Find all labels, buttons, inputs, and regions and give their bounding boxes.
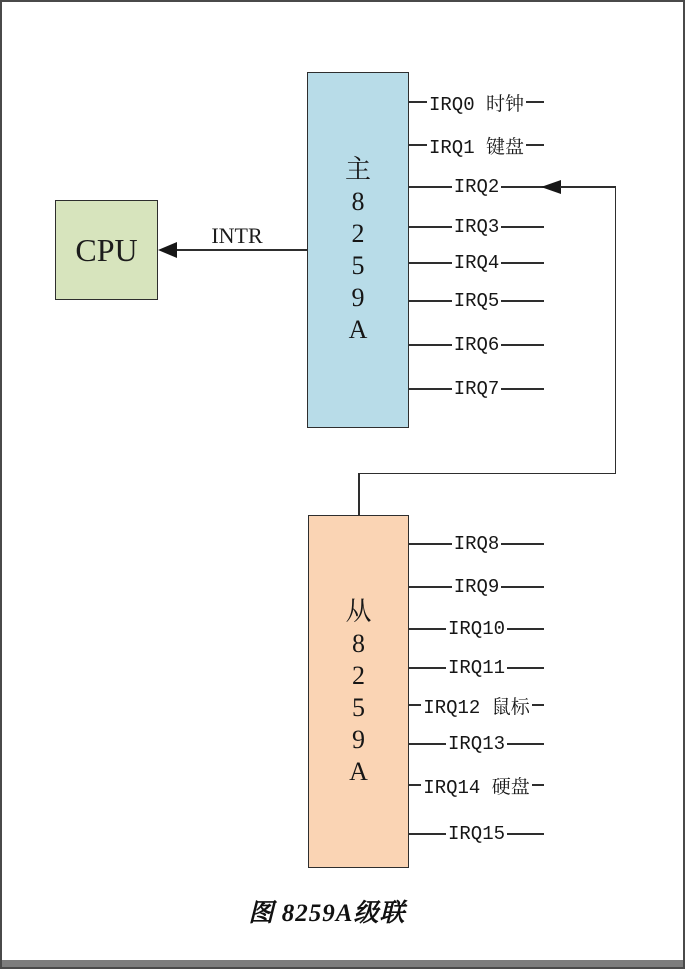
intr-arrowhead-icon xyxy=(158,242,177,258)
irq5-label: IRQ5 xyxy=(453,290,500,312)
master-8259a-name xyxy=(345,154,371,346)
line-segment xyxy=(507,833,544,835)
slave-name-char: 从 xyxy=(345,596,372,626)
irq10-label: IRQ10 xyxy=(448,618,506,640)
line-segment xyxy=(501,262,544,264)
irq2-row xyxy=(409,176,544,198)
line-segment xyxy=(501,543,544,545)
line-segment xyxy=(409,667,446,669)
line-segment xyxy=(409,543,452,545)
master-name-char: 8 xyxy=(351,187,365,216)
line-segment xyxy=(507,667,544,669)
cascade-line-right xyxy=(615,186,617,474)
intr-line xyxy=(174,249,308,251)
master-name-char: A xyxy=(348,315,368,344)
slave-name-char: A xyxy=(349,756,368,786)
irq2-cascade-arrowhead-icon xyxy=(541,180,561,194)
line-segment xyxy=(501,344,544,346)
irq15-row xyxy=(409,823,544,845)
cpu-label: CPU xyxy=(75,231,138,268)
irq9-label: IRQ9 xyxy=(453,576,500,598)
irq9-row xyxy=(409,576,544,598)
line-segment xyxy=(409,743,446,745)
irq5-row xyxy=(409,290,544,312)
line-segment xyxy=(409,344,452,346)
line-segment xyxy=(507,743,544,745)
irq10-row xyxy=(409,618,544,640)
line-segment xyxy=(409,262,452,264)
irq14-label: IRQ14 硬盘 xyxy=(423,776,530,799)
line-segment xyxy=(409,300,452,302)
line-segment xyxy=(409,784,421,786)
line-segment xyxy=(409,144,427,146)
irq8-row xyxy=(409,533,544,555)
irq11-label: IRQ11 xyxy=(448,657,506,679)
irq11-row xyxy=(409,657,544,679)
irq3-label: IRQ3 xyxy=(453,216,500,238)
line-segment xyxy=(409,388,452,390)
line-segment xyxy=(526,144,544,146)
slave-name-char: 8 xyxy=(351,628,365,658)
master-name-char: 9 xyxy=(351,283,365,312)
irq1-label: IRQ1 键盘 xyxy=(429,136,525,159)
irq7-row xyxy=(409,378,544,400)
line-segment xyxy=(409,226,452,228)
irq6-row xyxy=(409,334,544,356)
irq13-label: IRQ13 xyxy=(448,733,506,755)
irq4-row xyxy=(409,252,544,274)
line-segment xyxy=(501,586,544,588)
line-segment xyxy=(409,101,427,103)
irq6-label: IRQ6 xyxy=(453,334,500,356)
irq7-label: IRQ7 xyxy=(453,378,500,400)
figure-caption: 图 8259A级联 xyxy=(248,900,406,927)
line-segment xyxy=(501,388,544,390)
master-name-char: 2 xyxy=(351,219,365,248)
line-segment xyxy=(501,300,544,302)
master-name-char: 主 xyxy=(344,155,371,184)
slave-8259a-name xyxy=(345,596,371,788)
irq13-row xyxy=(409,733,544,755)
slave-name-char: 5 xyxy=(351,692,365,722)
cascade-line-top xyxy=(560,186,616,188)
line-segment xyxy=(409,704,421,706)
line-segment xyxy=(501,226,544,228)
line-segment xyxy=(501,186,544,188)
cpu-box xyxy=(55,200,158,300)
line-segment xyxy=(526,101,544,103)
master-name-char: 5 xyxy=(351,251,365,280)
irq2-label: IRQ2 xyxy=(453,176,500,198)
irq8-label: IRQ8 xyxy=(453,533,500,555)
line-segment xyxy=(409,586,452,588)
line-segment xyxy=(532,784,544,786)
slave-8259a-box xyxy=(308,515,409,868)
irq0-label: IRQ0 时钟 xyxy=(429,93,525,116)
line-segment xyxy=(532,704,544,706)
irq1-row xyxy=(409,134,544,159)
line-segment xyxy=(409,833,446,835)
line-segment xyxy=(507,628,544,630)
slave-name-char: 9 xyxy=(351,724,365,754)
intr-label: INTR xyxy=(211,223,263,248)
irq14-row xyxy=(409,774,544,799)
irq4-label: IRQ4 xyxy=(453,252,500,274)
cascade-line-into-slave xyxy=(358,473,360,517)
master-8259a-box xyxy=(307,72,409,428)
cascade-line-middle xyxy=(358,473,616,475)
line-segment xyxy=(409,628,446,630)
irq12-row xyxy=(409,694,544,719)
slave-name-char: 2 xyxy=(351,660,365,690)
irq3-row xyxy=(409,216,544,238)
line-segment xyxy=(409,186,452,188)
irq0-row xyxy=(409,91,544,116)
bottom-bar xyxy=(2,960,683,967)
irq15-label: IRQ15 xyxy=(448,823,506,845)
irq12-label: IRQ12 鼠标 xyxy=(423,696,530,719)
